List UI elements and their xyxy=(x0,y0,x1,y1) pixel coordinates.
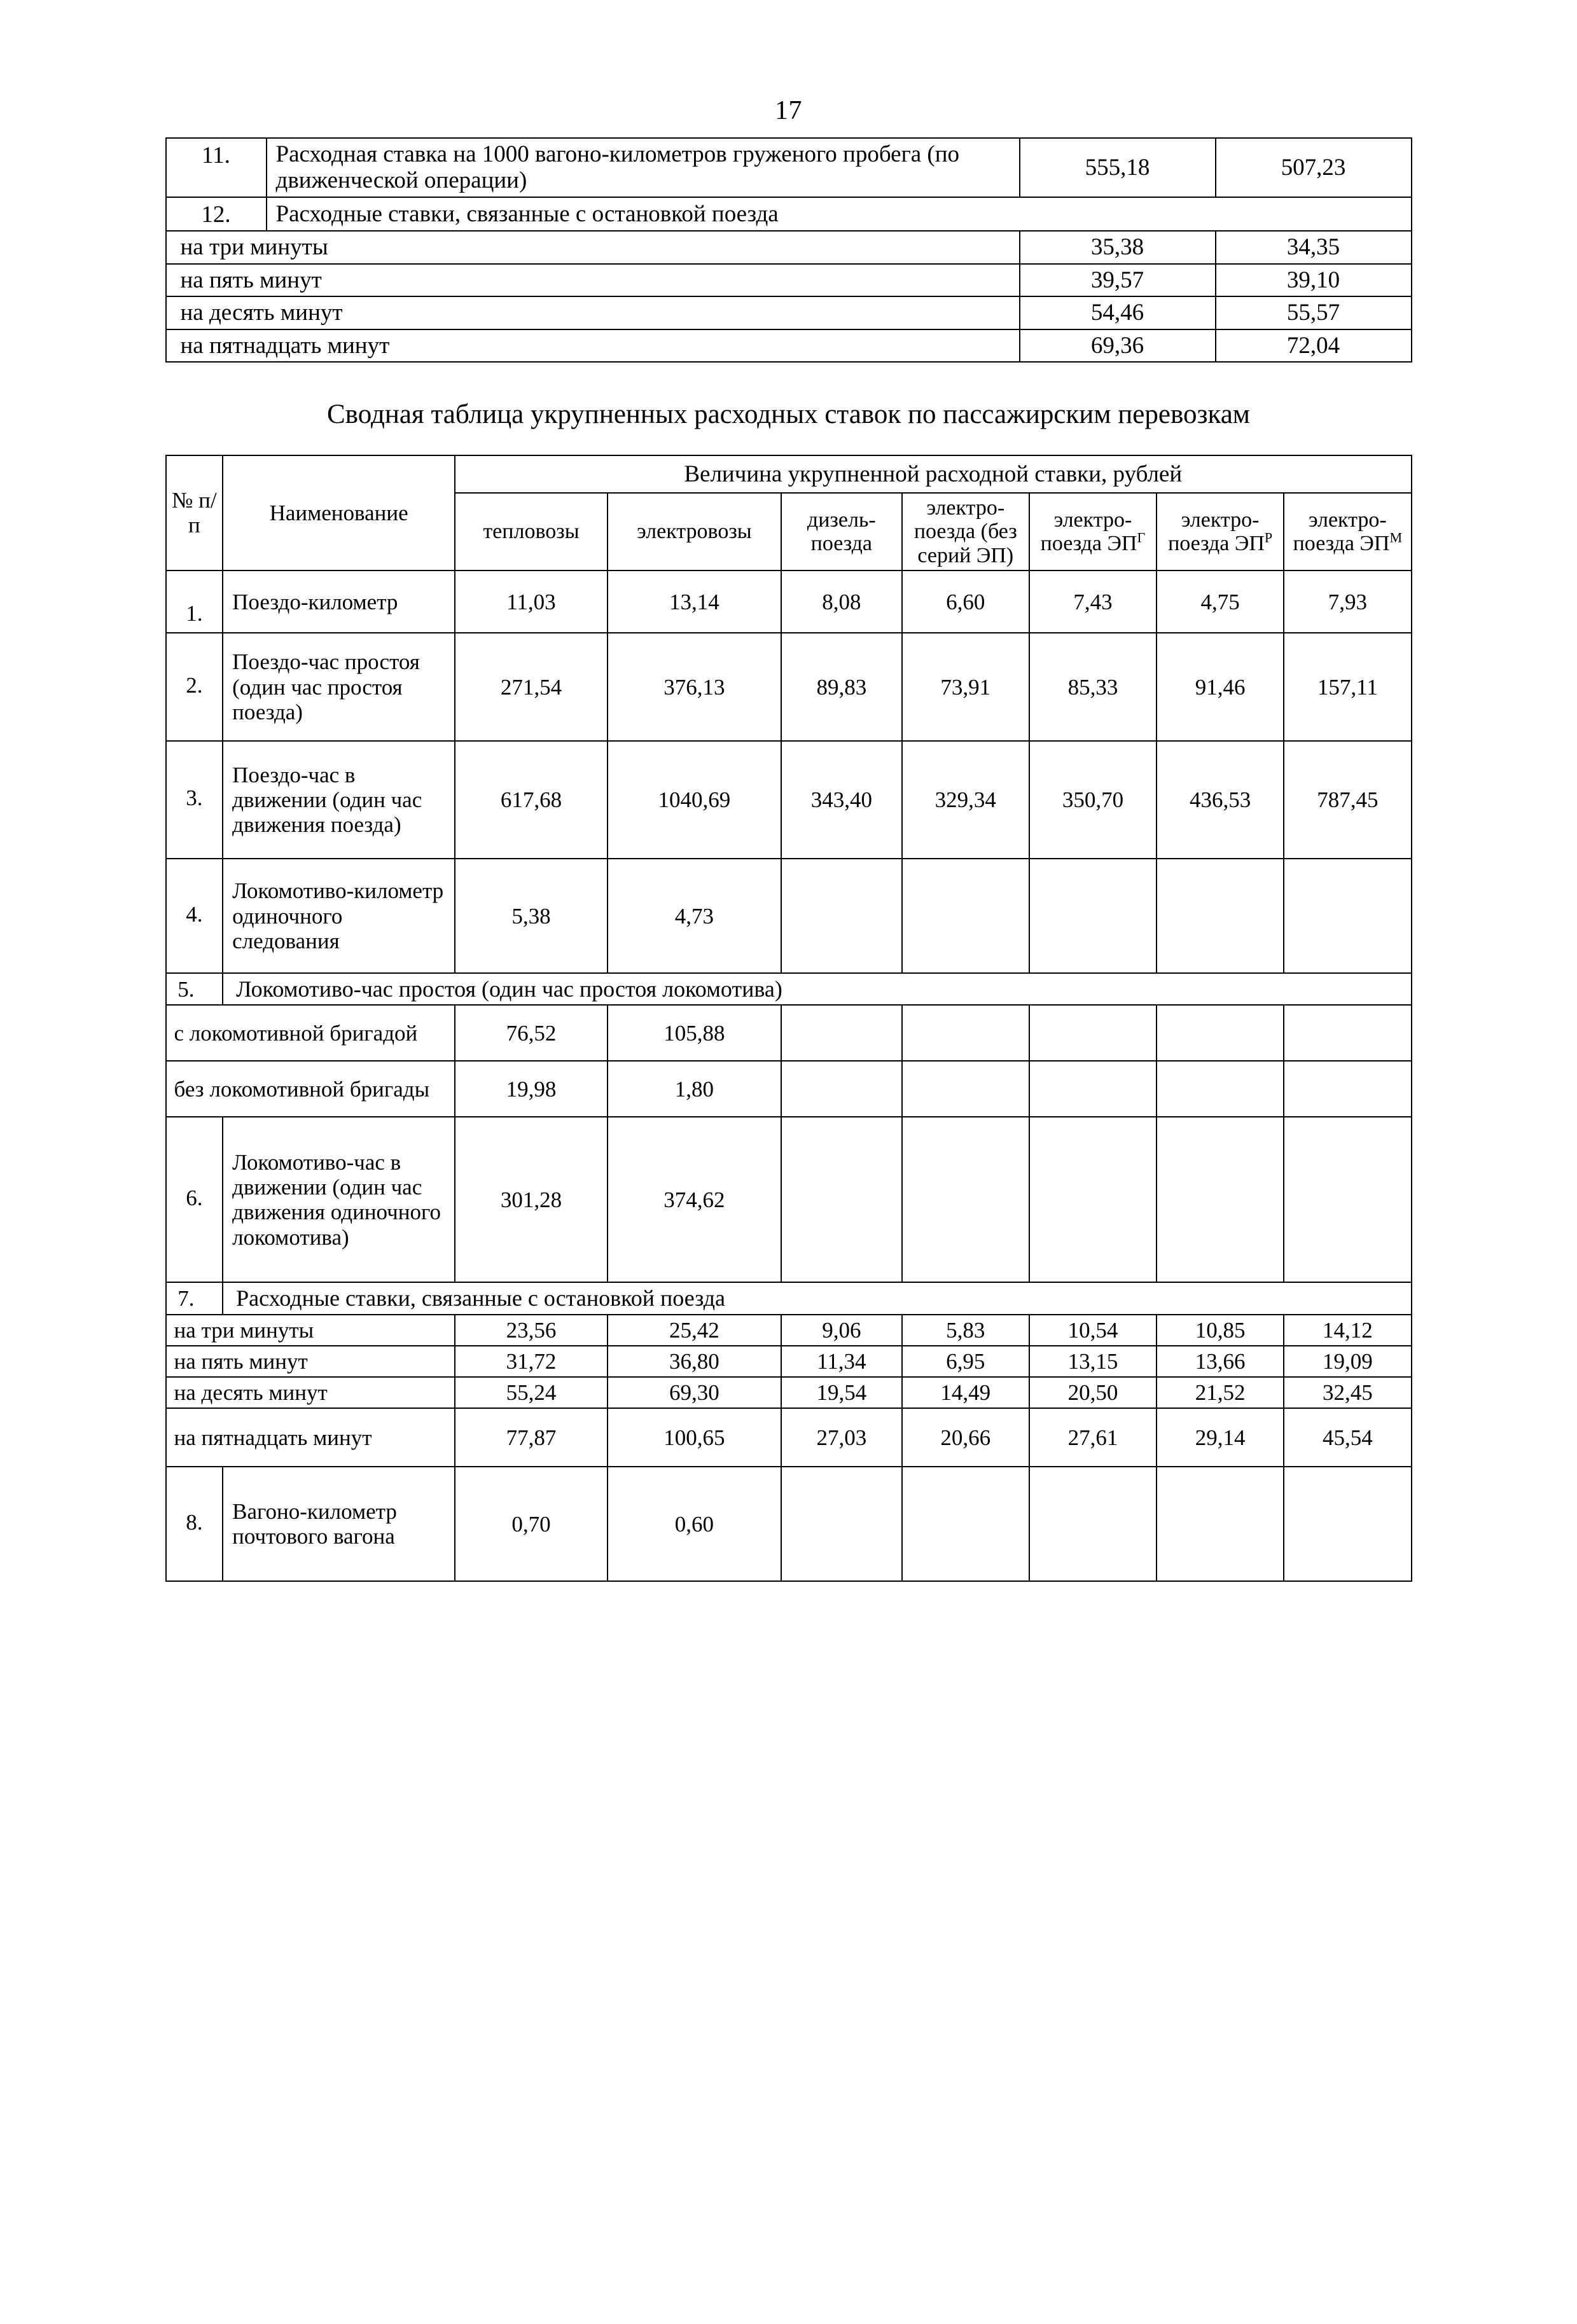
header-col-label: электро-поезда ЭП xyxy=(1040,508,1137,556)
table-row xyxy=(166,973,1412,1005)
row-value xyxy=(1157,1117,1284,1282)
row-label: на три минуты xyxy=(166,1315,455,1346)
row-number: 6. xyxy=(166,1117,223,1282)
row-value: 7,93 xyxy=(1284,571,1411,633)
row-value xyxy=(1029,1005,1157,1061)
row-value xyxy=(781,1117,902,1282)
row-label: с локомотивной бригадой xyxy=(166,1005,455,1061)
row-value: 0,60 xyxy=(608,1467,781,1581)
row-name: Расходная ставка на 1000 вагоно-километров груженого пробега (по движенческой операции) xyxy=(267,138,1020,197)
row-number: 12. xyxy=(166,197,267,231)
header-col-elektropoezda-epr xyxy=(1157,493,1284,571)
header-col-superscript: Г xyxy=(1137,529,1146,546)
table-row xyxy=(166,296,1412,329)
row-label: на пять минут xyxy=(166,264,1020,296)
table-row xyxy=(166,197,1412,231)
header-col-label: электро-поезда ЭП xyxy=(1293,508,1390,556)
table-header-row xyxy=(166,455,1412,493)
row-value xyxy=(1284,1467,1411,1581)
passenger-rates-table xyxy=(165,455,1412,1582)
row-value-1: 69,36 xyxy=(1020,329,1216,362)
row-label: на десять минут xyxy=(166,1377,455,1408)
row-value: 69,30 xyxy=(608,1377,781,1408)
row-value xyxy=(1157,859,1284,973)
row-value: 376,13 xyxy=(608,633,781,741)
row-value: 85,33 xyxy=(1029,633,1157,741)
row-value: 4,75 xyxy=(1157,571,1284,633)
header-col-dizel-poezda: дизель-поезда xyxy=(781,493,902,571)
row-label: на пятнадцать минут xyxy=(166,1408,455,1467)
row-value: 617,68 xyxy=(455,741,608,859)
row-value xyxy=(1029,1467,1157,1581)
row-value: 6,95 xyxy=(902,1346,1029,1377)
row-value: 20,50 xyxy=(1029,1377,1157,1408)
row-value-2: 39,10 xyxy=(1216,264,1412,296)
row-value: 32,45 xyxy=(1284,1377,1411,1408)
row-number: 1. xyxy=(166,571,223,633)
row-value xyxy=(781,1061,902,1117)
row-value: 6,60 xyxy=(902,571,1029,633)
row-value-2: 34,35 xyxy=(1216,231,1412,263)
row-value xyxy=(1284,1061,1411,1117)
row-value: 20,66 xyxy=(902,1408,1029,1467)
row-value-1: 54,46 xyxy=(1020,296,1216,329)
row-value-1: 35,38 xyxy=(1020,231,1216,263)
row-number: 8. xyxy=(166,1467,223,1581)
table-row xyxy=(166,264,1412,296)
row-value: 19,98 xyxy=(455,1061,608,1117)
row-value: 374,62 xyxy=(608,1117,781,1282)
page-content xyxy=(165,137,1412,1582)
page-number: 17 xyxy=(775,96,802,125)
row-value xyxy=(781,1467,902,1581)
row-number: 4. xyxy=(166,859,223,973)
table-row xyxy=(166,1282,1412,1314)
row-value: 21,52 xyxy=(1157,1377,1284,1408)
table-row xyxy=(166,1117,1412,1282)
row-value xyxy=(902,1467,1029,1581)
row-value: 91,46 xyxy=(1157,633,1284,741)
table-row xyxy=(166,1005,1412,1061)
row-label: на пять минут xyxy=(166,1346,455,1377)
row-value: 4,73 xyxy=(608,859,781,973)
row-value: 100,65 xyxy=(608,1408,781,1467)
row-number: 2. xyxy=(166,633,223,741)
row-value xyxy=(1157,1467,1284,1581)
row-value: 9,06 xyxy=(781,1315,902,1346)
row-value: 76,52 xyxy=(455,1005,608,1061)
row-value xyxy=(1284,859,1411,973)
row-value xyxy=(1029,1117,1157,1282)
row-number: 5. xyxy=(166,973,223,1005)
row-value: 25,42 xyxy=(608,1315,781,1346)
row-value xyxy=(781,859,902,973)
row-value-2: 507,23 xyxy=(1216,138,1412,197)
row-value: 5,38 xyxy=(455,859,608,973)
row-value: 14,12 xyxy=(1284,1315,1411,1346)
document-page xyxy=(0,95,1577,2324)
row-value xyxy=(902,1117,1029,1282)
row-value: 10,54 xyxy=(1029,1315,1157,1346)
header-col-elektropoezda-epg xyxy=(1029,493,1157,571)
row-name: Поездо-километр xyxy=(223,571,455,633)
row-value-2: 55,57 xyxy=(1216,296,1412,329)
row-number: 3. xyxy=(166,741,223,859)
row-name: Поездо-час в движении (один час движения поезда) xyxy=(223,741,455,859)
table-row xyxy=(166,859,1412,973)
row-value-1: 39,57 xyxy=(1020,264,1216,296)
row-value: 7,43 xyxy=(1029,571,1157,633)
row-value: 13,14 xyxy=(608,571,781,633)
row-value: 10,85 xyxy=(1157,1315,1284,1346)
table-row xyxy=(166,329,1412,362)
row-label: без локомотивной бригады xyxy=(166,1061,455,1117)
header-number xyxy=(166,455,223,571)
row-value: 55,24 xyxy=(455,1377,608,1408)
table-row xyxy=(166,1061,1412,1117)
row-value xyxy=(1029,859,1157,973)
table-row xyxy=(166,1408,1412,1467)
row-name: Вагоно-километр почтового вагона xyxy=(223,1467,455,1581)
row-number: 11. xyxy=(166,138,267,197)
row-value: 77,87 xyxy=(455,1408,608,1467)
row-value xyxy=(1284,1117,1411,1282)
row-value: 8,08 xyxy=(781,571,902,633)
row-value: 11,03 xyxy=(455,571,608,633)
row-value xyxy=(902,1005,1029,1061)
row-value-1: 555,18 xyxy=(1020,138,1216,197)
header-col-label: электро-поезда ЭП xyxy=(1168,508,1265,556)
table-row xyxy=(166,1315,1412,1346)
row-value: 14,49 xyxy=(902,1377,1029,1408)
row-label: Расходные ставки, связанные с остановкой поезда xyxy=(223,1282,1411,1314)
table-row xyxy=(166,633,1412,741)
row-value: 301,28 xyxy=(455,1117,608,1282)
row-name: Поездо-час простоя (один час простоя поезда) xyxy=(223,633,455,741)
header-col-elektropoezda-epm xyxy=(1284,493,1411,571)
row-value: 36,80 xyxy=(608,1346,781,1377)
row-number: 7. xyxy=(166,1282,223,1314)
row-value: 0,70 xyxy=(455,1467,608,1581)
row-value: 29,14 xyxy=(1157,1408,1284,1467)
row-value: 45,54 xyxy=(1284,1408,1411,1467)
row-value: 1,80 xyxy=(608,1061,781,1117)
row-value xyxy=(1284,1005,1411,1061)
row-value: 157,11 xyxy=(1284,633,1411,741)
row-value-2: 72,04 xyxy=(1216,329,1412,362)
row-label: на десять минут xyxy=(166,296,1020,329)
header-col-superscript: Р xyxy=(1264,529,1273,546)
row-value: 105,88 xyxy=(608,1005,781,1061)
table-row xyxy=(166,571,1412,633)
row-name: Расходные ставки, связанные с остановкой поезда xyxy=(267,197,1412,231)
header-name: Наименование xyxy=(223,455,455,571)
row-label: на пятнадцать минут xyxy=(166,329,1020,362)
row-value: 23,56 xyxy=(455,1315,608,1346)
header-col-elektropoezda-bez-ep: электро-поезда (без серий ЭП) xyxy=(902,493,1029,571)
row-name: Локомотиво-километр одиночного следования xyxy=(223,859,455,973)
section-title: Сводная таблица укрупненных расходных ставок по пассажирским перевозкам xyxy=(327,399,1250,430)
header-col-superscript: М xyxy=(1389,529,1403,546)
row-value: 19,09 xyxy=(1284,1346,1411,1377)
row-label: на три минуты xyxy=(166,231,1020,263)
row-value: 19,54 xyxy=(781,1377,902,1408)
header-group: Величина укрупненной расходной ставки, рублей xyxy=(455,455,1411,493)
row-value: 13,66 xyxy=(1157,1346,1284,1377)
row-name: Локомотиво-час в движении (один час движения одиночного локомотива) xyxy=(223,1117,455,1282)
row-value xyxy=(902,859,1029,973)
row-value xyxy=(1157,1061,1284,1117)
row-value: 11,34 xyxy=(781,1346,902,1377)
table-row xyxy=(166,138,1412,197)
row-value xyxy=(1029,1061,1157,1117)
row-label: Локомотиво-час простоя (один час простоя локомотива) xyxy=(223,973,1411,1005)
row-value xyxy=(902,1061,1029,1117)
freight-rates-table xyxy=(165,137,1412,363)
row-value: 5,83 xyxy=(902,1315,1029,1346)
row-value: 436,53 xyxy=(1157,741,1284,859)
table-row xyxy=(166,1377,1412,1408)
table-row xyxy=(166,1467,1412,1581)
header-col-elektrovozy: электровозы xyxy=(608,493,781,571)
table-row xyxy=(166,231,1412,263)
table-row xyxy=(166,741,1412,859)
header-number-label: № п/п xyxy=(172,488,217,538)
row-value: 271,54 xyxy=(455,633,608,741)
row-value: 1040,69 xyxy=(608,741,781,859)
row-value: 350,70 xyxy=(1029,741,1157,859)
row-value xyxy=(781,1005,902,1061)
row-value: 787,45 xyxy=(1284,741,1411,859)
row-value: 13,15 xyxy=(1029,1346,1157,1377)
row-value: 73,91 xyxy=(902,633,1029,741)
row-value: 343,40 xyxy=(781,741,902,859)
row-value: 31,72 xyxy=(455,1346,608,1377)
row-value: 27,03 xyxy=(781,1408,902,1467)
row-value xyxy=(1157,1005,1284,1061)
table-row xyxy=(166,1346,1412,1377)
row-value: 329,34 xyxy=(902,741,1029,859)
row-value: 89,83 xyxy=(781,633,902,741)
header-col-teplovozy: тепловозы xyxy=(455,493,608,571)
row-value: 27,61 xyxy=(1029,1408,1157,1467)
